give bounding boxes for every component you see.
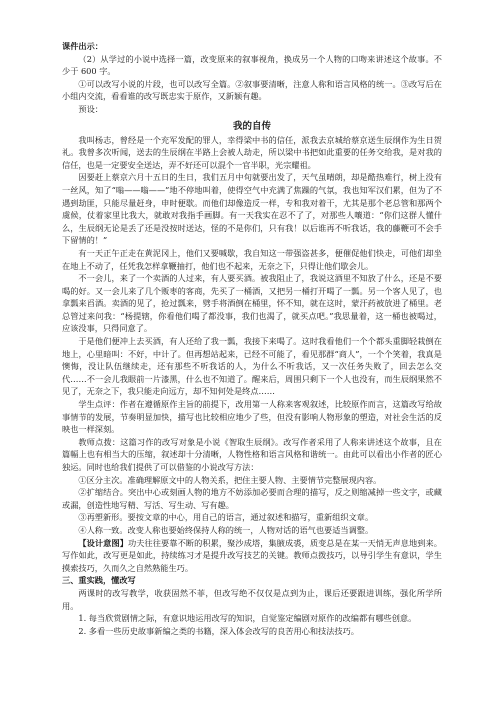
student-comment: 学生点评：作者在遵循原作主旨的前提下，改用第一人称来客观叙述，比较原作而言，这篇改写给故事情节的发展，节奏明显加快，描写也比较相应地少了些，但没有影响人物形象的塑造，对社会生活的反映也一样深刻。 bbox=[62, 399, 442, 435]
assignment-text: （2）从学过的小说中选择一篇，改变原来的叙事视角，换成另一个人物的口吻来讲述这个故事。不少于 600 字。 bbox=[62, 53, 442, 77]
essay-paragraph: 于是他们便冲上去买酒，有人还给了我一瓢，我接下来喝了。这时我看他们一个个都头重脚轻栽倒在地上，心里暗叫：不好，中计了。但再想站起来，已经不可能了，看见那群“商人”，一个个笑着，我真是懊悔，没让队伍继续走，还有那些不听我话的人，为什么不听我话，又一次任务失败了，回去怎么交代……不一会儿我眼前一片漆黑，什么也不知道了。醒来后，周围只剩下一个人也没有，而生辰纲果然不见了，无奈之下，我只能走向远方，却不知何处是终点…… bbox=[62, 336, 442, 397]
section-heading: 三、重实践，懂改写 bbox=[62, 575, 136, 586]
essay-title: 我的自传 bbox=[232, 120, 271, 132]
essay-paragraph: 不一会儿，来了一个卖酒的人过来，有人要买酒。被我阻止了，我说这酒里不知放了什么，还是不要喝的好。又一会儿来了几个贩枣的客商，先买了一桶酒，又把另一桶打开喝了一瓢。另一个客人见了，也拿瓢来舀酒。卖酒的见了，抢过瓢来，劈手将酒倒在桶里，怀不知，就在这时，蒙汗药被放进了桶里。老总管过来问我：“杨提辖，你看他们喝了都没事，我们也渴了，就买点吧。”我思量着，这一桶也被喝过，应该没事，只得同意了。 bbox=[62, 273, 442, 334]
section-intro: 两课时的改写教学，收获固然不菲，但改写绝不仅仅是点到为止，课后还要跟进训练，强化所学所用。 bbox=[62, 587, 442, 611]
design-intent-label: 【设计意图】 bbox=[78, 537, 128, 548]
practice-item: 1. 每当欣赏剧情之际，有意识地运用改写的知识，自觉鉴定编剧对原作的改编都有哪些创意。 bbox=[78, 613, 417, 624]
essay-paragraph: 我叫杨志，曾经是一个充军发配的罪人，幸得梁中书的信任，派我去京城给蔡京送生辰纲作为生日贺礼。我曾多次听闻，送去的生辰纲在半路上会被人劫走，所以梁中书把如此重要的任务交给我，是对我的信任，也是一定要安全送达，弄不好还可以混个一官半职，光宗耀祖。 bbox=[62, 134, 442, 170]
requirements-text: ①可以改写小说的片段，也可以改写全篇。②叙事要清晰，注意人称和语言风格的统一。③改写后在小组内交流，看看谁的改写既忠实于原作，又新颖有趣。 bbox=[62, 78, 442, 102]
teacher-comment: 教师点拨：这篇习作的改写对象是小说《智取生辰纲》。改写作者采用了人称来讲述这个故事，且在篇幅上也有相当大的压缩，叙述却十分清晰，人物性格和语言风格和谐统一。由此可以看出小作者的匠心独运。同时也给我们提供了可以借鉴的小说改写方法： bbox=[62, 436, 442, 472]
design-intent bbox=[62, 537, 442, 575]
resource-heading: 课件出示： bbox=[62, 41, 103, 51]
method-item: ④人称一致。改变人称也要始终保持人称的统一，人物对话的语气也要适当调整。 bbox=[78, 524, 374, 535]
method-item: ①区分主次。准确理解原文中的人物关系，把住主要人物、主要情节完整展现内容。 bbox=[78, 474, 382, 485]
preset-label: 预设： bbox=[78, 103, 103, 114]
essay-paragraph: 有一天正午正走在黄泥冈上，他们又要喊歇，我自知这一带强盗甚多，便催促他们快走，可他们却坐在地上不动了，任凭我怎样拿鞭抽打，他们也不起来，无奈之下，只得让他们歇会儿。 bbox=[62, 247, 442, 271]
design-intent-text: 功夫往往要靠不断的积累，聚沙成塔，集腋成裘，质变总是在某一天悄无声息地到来。写作如此，改写更是如此，持续练习才是提升改写技艺的关键。教师点拨技巧，以导引学生有意识，学生摸索技巧，久而久之自然熟能生巧。 bbox=[62, 537, 442, 573]
practice-item: 2. 多看一些历史故事新编之类的书籍，深入体会改写的良苦用心和技法技巧。 bbox=[78, 625, 359, 636]
method-item: ②扩缩结合。突出中心或刻画人物的地方不妨添加必要而合理的描写，反之则缩减掉一些文字，或藏或漏，创造性地写精、写活、写生动、写有趣。 bbox=[62, 487, 442, 510]
essay-paragraph: 因要赶上蔡京六月十五日的生日，我们五月中旬就要出发了，天气虽晴朗，却是酷热难行，树上没有一丝风，知了“嗡——嗡——”地不停地叫着，使得空气中充满了焦躁的气氛，我也知军汉们累，但为了不遇到劫匪，只能尽量赶身，申时便歇。而他们却像造反一样，专和我对着干，尤其是那个老总管和那两个虞候，仗着家里比我大，就敢对我指手画脚。有一天我实在忍不了了，对那些人嚷道：“你们这群人懂什么，生辰纲无论是丢了还是没按时送达，怪的不是你们，只有我！以后谁再不听我话，我的藤鞭可不会手下留情的！” bbox=[62, 172, 442, 246]
method-item: ③再塑新形。要按文章的中心，用自己的语言，通过叙述和描写，重新组织文章。 bbox=[78, 512, 374, 523]
